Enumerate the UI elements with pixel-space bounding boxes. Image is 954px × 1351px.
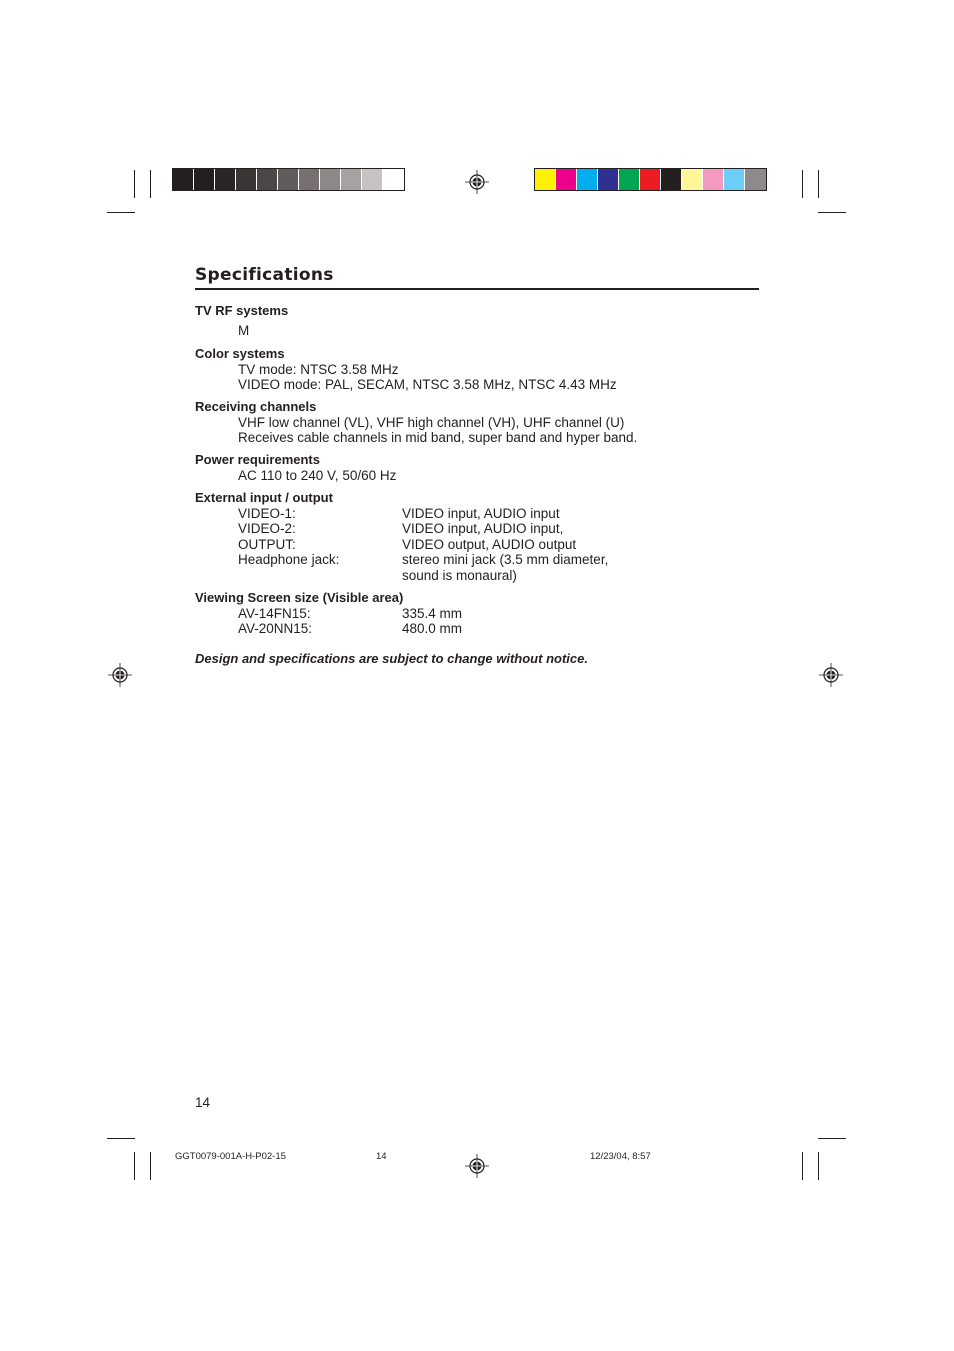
spec-line: M <box>238 322 250 338</box>
crop-mark <box>818 170 819 198</box>
spec-section-power <box>195 452 795 483</box>
crop-mark <box>107 1138 135 1139</box>
spec-line: AC 110 to 240 V, 50/60 Hz <box>238 467 397 483</box>
color-swatch <box>383 169 404 190</box>
spec-line: Receives cable channels in mid band, super band and hyper band. <box>238 430 638 446</box>
crop-mark <box>134 170 135 198</box>
spec-row-label: Headphone jack: <box>238 552 340 568</box>
color-swatch <box>682 169 703 190</box>
spec-row-label: VIDEO-2: <box>238 521 296 537</box>
registration-mark-icon <box>465 170 489 194</box>
page-title: Specifications <box>195 265 334 285</box>
title-rule <box>195 288 759 290</box>
spec-row-label: VIDEO-1: <box>238 505 296 521</box>
crop-mark <box>818 212 846 213</box>
spec-heading: Power requirements <box>195 452 320 467</box>
color-swatch <box>236 169 257 190</box>
spec-row <box>195 537 795 553</box>
spec-row-label <box>195 568 402 584</box>
color-swatch <box>278 169 299 190</box>
spec-line: TV mode: NTSC 3.58 MHz <box>238 361 399 377</box>
color-swatch <box>257 169 278 190</box>
spec-line: VIDEO mode: PAL, SECAM, NTSC 3.58 MHz, NTSC 4.43 MHz <box>238 377 617 393</box>
color-swatch <box>341 169 362 190</box>
crop-mark <box>150 1152 151 1180</box>
footer-datetime: 12/23/04, 8:57 <box>590 1151 651 1162</box>
spec-section-receiving-channels <box>195 399 795 446</box>
crop-mark <box>802 1152 803 1180</box>
registration-mark-icon <box>465 1154 489 1178</box>
footer-page: 14 <box>376 1151 387 1162</box>
spec-line: VHF low channel (VL), VHF high channel (VH), UHF channel (U) <box>238 414 625 430</box>
color-swatch <box>703 169 724 190</box>
color-swatch <box>556 169 577 190</box>
crop-mark <box>150 170 151 198</box>
spec-row-label: AV-20NN15: <box>238 621 313 637</box>
spec-section-external-io <box>195 490 795 584</box>
color-swatch <box>215 169 236 190</box>
color-swatch <box>362 169 383 190</box>
spec-heading: Receiving channels <box>195 399 317 414</box>
color-swatch <box>745 169 766 190</box>
spec-row <box>195 552 795 568</box>
spec-row-value: VIDEO input, AUDIO input, <box>402 521 564 537</box>
spec-row-value: 480.0 mm <box>402 621 463 637</box>
process-color-bar <box>534 168 767 191</box>
page-number: 14 <box>195 1095 211 1110</box>
color-swatch <box>640 169 661 190</box>
color-swatch <box>598 169 619 190</box>
color-swatch <box>577 169 598 190</box>
spec-section-screen-size <box>195 590 795 637</box>
color-swatch <box>724 169 745 190</box>
footer-code: GGT0079-001A-H-P02-15 <box>175 1151 286 1162</box>
spec-row-value: 335.4 mm <box>402 605 463 621</box>
crop-mark <box>818 1152 819 1180</box>
spec-heading: External input / output <box>195 490 333 505</box>
spec-row <box>195 621 795 637</box>
crop-mark <box>134 1152 135 1180</box>
spec-row-value: stereo mini jack (3.5 mm diameter, <box>402 552 609 568</box>
color-swatch <box>194 169 215 190</box>
spec-row <box>195 568 795 584</box>
spec-row <box>195 521 795 537</box>
spec-section-color-systems <box>195 346 795 393</box>
disclaimer-note: Design and specifications are subject to change without notice. <box>195 651 588 666</box>
color-swatch <box>535 169 556 190</box>
spec-row-label: OUTPUT: <box>238 536 296 552</box>
color-swatch <box>661 169 682 190</box>
spec-section-tv-rf <box>195 303 795 338</box>
crop-mark <box>802 170 803 198</box>
spec-row-value: sound is monaural) <box>402 567 517 583</box>
spec-row-label: AV-14FN15: <box>238 605 311 621</box>
color-swatch <box>320 169 341 190</box>
registration-mark-icon <box>819 663 843 687</box>
grayscale-color-bar <box>172 168 405 191</box>
spec-heading: TV RF systems <box>195 303 289 318</box>
spec-row-value: VIDEO input, AUDIO input <box>402 505 560 521</box>
color-swatch <box>619 169 640 190</box>
spec-row <box>195 606 795 622</box>
color-swatch <box>299 169 320 190</box>
spec-row-value: VIDEO output, AUDIO output <box>402 536 577 552</box>
crop-mark <box>818 1138 846 1139</box>
crop-mark <box>107 212 135 213</box>
registration-mark-icon <box>108 663 132 687</box>
color-swatch <box>173 169 194 190</box>
spec-heading: Color systems <box>195 346 285 361</box>
spec-row <box>195 506 795 522</box>
spec-heading: Viewing Screen size (Visible area) <box>195 590 404 605</box>
